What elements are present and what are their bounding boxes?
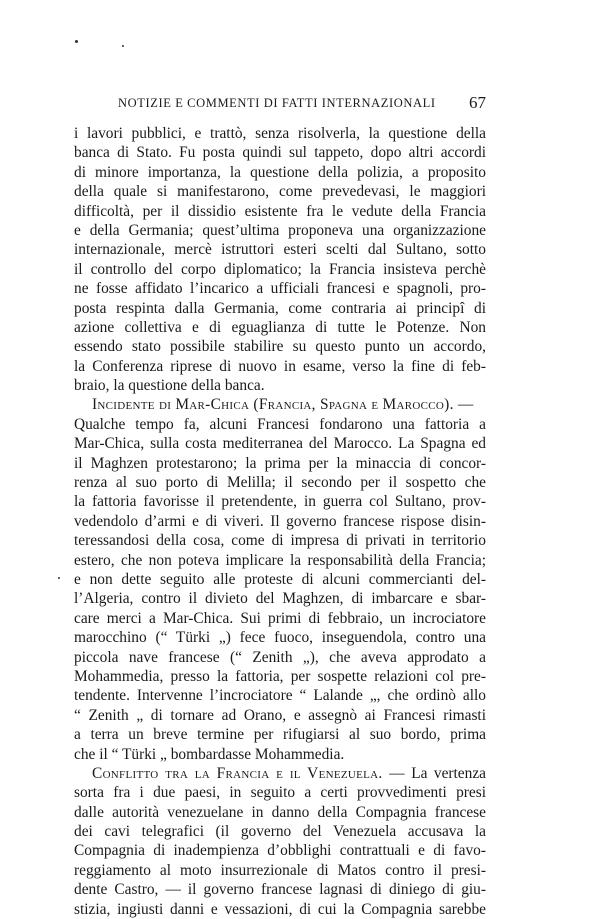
text-line: il controllo del corpo diplomatico; la Francia insisteva perchè [74, 260, 486, 278]
ink-speck [58, 577, 60, 579]
text-line: Mohammedia, presso la fattoria, per sospette relazioni col pre- [74, 667, 486, 685]
text-line: vedendolo d’armi e di viveri. Il governo francese rispose disin- [74, 512, 486, 530]
text-line: posta respinta dalla Germania, come contraria ai principî di [74, 299, 486, 317]
text-line: a terra un breve termine per rifugiarsi al suo bordo, prima [74, 726, 486, 744]
text-line: care merci a Mar-Chica. Sui primi di febbraio, un incrociatore [74, 609, 486, 627]
text-line: difficoltà, per il dissidio esistente fra le vedute della Francia [74, 202, 486, 220]
text-line: reggiamento al moto insurrezionale di Matos contro il presi- [74, 861, 486, 879]
text-line: i lavori pubblici, e trattò, senza risolverla, la questione della [74, 125, 486, 142]
text-line: banca di Stato. Fu posta quindi sul tappeto, dopo altri accordi [74, 144, 486, 162]
text-line: dente Castro, — il governo francese lagnasi di diniego di giu- [74, 881, 486, 899]
text-line: renza al suo porto di Melilla; il secondo per il sospetto che [74, 474, 486, 492]
body-text [74, 124, 486, 919]
text-line: teressandosi della cosa, come di impresa di privati in territorio [74, 532, 486, 550]
text-line: di minore importanza, la questione della polizia, a proposito [74, 163, 486, 181]
section-heading-continuation: La vertenza [411, 764, 486, 782]
text-line: il Maghzen protestarono; la prima per la minaccia di concor- [74, 454, 486, 472]
page-number: 67 [469, 93, 486, 112]
ink-speck [75, 40, 78, 43]
section-heading-venezuela: Conflitto tra la Francia e il Venezuela. — [92, 764, 405, 782]
page-header [74, 93, 486, 116]
text-line: essendo stato possibile stabilire su questo punto un accordo, [74, 338, 486, 356]
text-line: e della Germania; quest’ultima proponeva una organizzazione [74, 221, 486, 239]
ink-speck [122, 45, 124, 47]
text-line: la fattoria favorisse il pretendente, in guerra col Sultano, prov- [74, 493, 486, 511]
section-heading-venezuela-line [74, 764, 486, 783]
text-line: “ Zenith „ di tornare ad Orano, e assegnò ai Francesi rimasti [74, 706, 486, 724]
text-line: l’Algeria, contro il divieto del Maghzen, di imbarcare e sbar- [74, 590, 486, 608]
text-line: piccola nave francese (“ Zenith „), che aveva approdato a [74, 648, 486, 666]
text-line: marocchino (“ Türki „) fece fuoco, inseguendola, contro una [74, 629, 486, 647]
text-line: internazionale, mercè istruttori esteri scelti dal Sultano, sotto [74, 241, 486, 259]
text-line: Mar-Chica, sulla costa mediterranea del Marocco. La Spagna ed [74, 435, 486, 453]
text-line: Compagnia di inadempienza d’obblighi contrattuali e di favo- [74, 842, 486, 860]
section-heading-mar-chica: Incidente di Mar-Chica (Francia, Spagna e Marocco). — [92, 396, 474, 414]
text-line: braio, la questione della banca. [74, 377, 265, 395]
text-line: azione collettiva e di eguaglianza di tutte le Potenze. Non [74, 318, 486, 336]
text-line: della quale si manifestarono, come prevedevasi, le maggiori [74, 183, 486, 201]
text-line: stizia, ingiusti danni e vessazioni, di cui la Compagnia sarebbe [74, 900, 486, 918]
text-line: che il “ Türki „ bombardasse Mohammedia. [74, 745, 345, 763]
text-line: estero, che non poteva implicare la responsabilità della Francia; [74, 551, 486, 569]
text-line: e non dette seguito alle proteste di alcuni commercianti del- [74, 570, 486, 588]
text-line: dalle autorità venezuelane in danno della Compagnia francese [74, 803, 486, 821]
text-line: ne fosse affidato l’incarico a ufficiali francesi e spagnoli, pro- [74, 280, 486, 298]
text-line: tendente. Intervenne l’incrociatore “ Lalande „, che ordinò allo [74, 687, 486, 705]
text-line: Qualche tempo fa, alcuni Francesi fondarono una fattoria a [74, 415, 486, 433]
text-line: dei cavi telegrafici (il governo del Venezuela accusava la [74, 823, 486, 841]
text-line: sorta fra i due paesi, in seguito a certi provvedimenti presi [74, 784, 486, 802]
running-title: NOTIZIE E COMMENTI DI FATTI INTERNAZIONALI [118, 96, 436, 110]
text-line: la Conferenza riprese di nuovo in esame, verso la fine di feb- [74, 357, 486, 375]
